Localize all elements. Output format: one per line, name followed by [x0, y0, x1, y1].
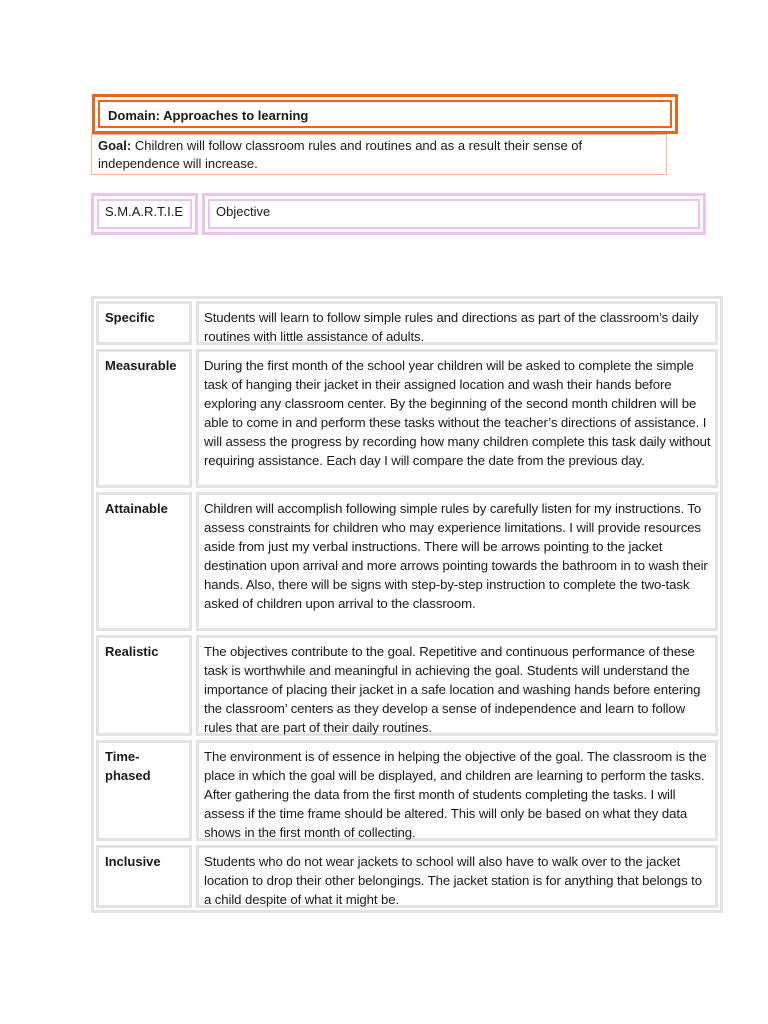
table-row — [96, 301, 718, 345]
row-text-specific: Students will learn to follow simple rules and directions as part of the classroom’s daily routines with little assistance of adults. — [196, 301, 718, 345]
table-row — [96, 349, 718, 488]
row-text-time-phased: The environment is of essence in helping the objective of the goal. The classroom is the place in which the goal will be displayed, and children are learning to perform the tasks. After gathering the data from the first month of students completing the tasks. I will assess if the time frame should be altered. This will only be based on what they data shows in the first month of collecting. — [196, 740, 718, 841]
smartie-table — [91, 296, 723, 913]
goal-label: Goal: — [98, 138, 132, 153]
goal-text: Children will follow classroom rules and routines and as a result their sense of independence will increase. — [98, 138, 583, 171]
row-text-inclusive: Students who do not wear jackets to school will also have to walk over to the jacket location to drop their other belongings. The jacket station is for anything that belongs to a child despite of what it might be. — [196, 845, 718, 908]
row-text-measurable: During the first month of the school year children will be asked to complete the simple task of hanging their jacket in their assigned location and wash their hands before exploring any classroom center. By the beginning of the second month children will be able to come in and perform these tasks without the teacher’s directions of assistance. I will assess the progress by recording how many children complete this task daily without requiring assistance. Each day I will compare the date from the previous day. — [196, 349, 718, 488]
row-label-attainable: Attainable — [96, 492, 192, 631]
table-row — [96, 845, 718, 908]
row-label-time-phased: Time-phased — [96, 740, 192, 841]
table-row — [96, 492, 718, 631]
table-row — [96, 635, 718, 736]
smartie-label: S.M.A.R.T.I.E — [97, 199, 192, 229]
domain-title: Domain: Approaches to learning — [98, 100, 672, 128]
row-label-inclusive: Inclusive — [96, 845, 192, 908]
row-label-realistic: Realistic — [96, 635, 192, 736]
smartie-label-box — [91, 193, 198, 235]
row-text-attainable: Children will accomplish following simple rules by carefully listen for my instructions. To assess constraints for children who may experience limitations. I will provide resources aside from just my verbal instructions. There will be arrows pointing to the jacket destination upon arrival and more arrows pointing towards the bathroom in to wash their hands. Also, there will be signs with step-by-step instruction to complete the two-task asked of children upon arrival to the classroom. — [196, 492, 718, 631]
objective-box — [202, 193, 706, 235]
table-row — [96, 740, 718, 841]
row-text-realistic: The objectives contribute to the goal. Repetitive and continuous performance of these task is worthwhile and meaningful in achieving the goal. Students will understand the importance of placing their jacket in a safe location and washing hands before entering the classroom’ centers as they develop a sense of independence and learn to follow rules that are part of their daily routines. — [196, 635, 718, 736]
row-label-specific: Specific — [96, 301, 192, 345]
objective-label: Objective — [208, 199, 700, 229]
domain-box — [92, 94, 678, 134]
goal-box — [91, 134, 667, 175]
row-label-measurable: Measurable — [96, 349, 192, 488]
